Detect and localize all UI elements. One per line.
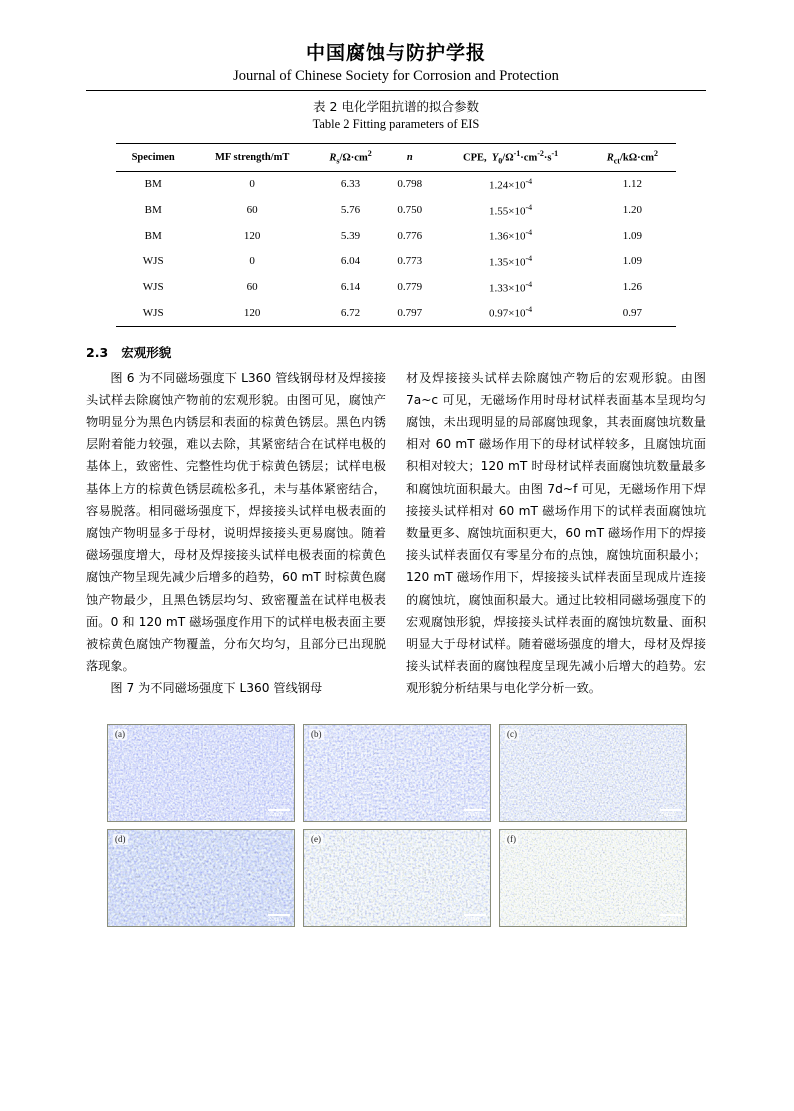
figure-label: (d) [115,834,126,844]
scale-bar [464,809,486,818]
cell-mf: 120 [190,300,314,326]
cell-mf: 60 [246,204,258,217]
scale-bar-line [268,809,290,811]
cell-mf: 0 [249,255,255,268]
scale-bar-text: 20μm [464,812,480,818]
micrograph-texture [304,830,490,927]
figure-label: (e) [311,834,321,844]
column-header-rs: $R_s/\Omega\cdot cm^2$ [314,144,387,172]
cell-specimen: BM [144,229,162,242]
scale-bar [660,914,682,923]
cell-cpe: $1.24\times 10^{-4}$ [489,177,533,192]
two-column-body [86,367,706,700]
cell-n: 0.797 [387,300,432,326]
cell-rs: 6.14 [340,281,361,294]
scale-bar-text: 20μm [268,917,284,923]
micrograph-a [107,724,295,822]
figure-row-top [107,724,687,822]
cell-rct: 1.09 [622,255,642,268]
table-row [116,171,676,197]
micrograph-f [499,829,687,927]
scale-bar-text: 20μm [660,917,676,923]
journal-title-en: Journal of Chinese Society for Corrosion and Protection [233,68,559,84]
cell-rs: 5.76 [340,204,361,217]
scale-bar [660,809,682,818]
section-heading [86,343,706,361]
figure-label: (b) [311,729,322,739]
scale-bar-line [464,914,486,916]
micrograph-d [107,829,295,927]
cell-n: 0.798 [397,178,423,191]
cell-specimen: WJS [142,255,164,268]
column-header-cpe: CPE, $Y_0/\Omega^{-1}\cdot cm^{-2}\cdot s^{-1}$ [432,144,588,172]
scale-bar [464,914,486,923]
scale-bar-line [660,809,682,811]
cell-cpe: $1.35\times 10^{-4}$ [489,254,533,269]
paragraph: 图 7 为不同磁场强度下 L360 管线钢母 [110,681,323,696]
column-header-mf-strength: MF strength/mT [190,144,314,172]
cell-rs: 6.72 [314,300,387,326]
body-column-right [406,367,706,700]
figure-row-bottom [107,829,687,927]
cell-n: 0.779 [397,281,423,294]
table-row [116,300,676,326]
scale-bar-line [660,914,682,916]
column-header-specimen: Specimen [116,144,190,172]
cell-specimen: BM [144,178,162,191]
cell-mf: 60 [246,281,258,294]
cell-rct: 1.12 [622,178,642,191]
table-caption-cn: 表 2 电化学阻抗谱的拟合参数 [313,99,479,114]
scale-bar-line [464,809,486,811]
cell-rs: 5.39 [340,229,361,242]
table-header [116,144,676,172]
scale-bar-text: 20μm [268,812,284,818]
cell-rct: 1.09 [622,229,642,242]
section-title: 宏观形貌 [121,344,172,360]
journal-title-cn: 中国腐蚀与防护学报 [305,42,486,64]
figure-grid [107,724,687,934]
micrograph-texture [500,725,686,822]
cell-n: 0.750 [397,204,423,217]
body-column-left [86,367,386,700]
figure-label: (c) [507,729,517,739]
cell-rct: 1.26 [622,281,642,294]
cell-n: 0.773 [397,255,423,268]
cell-specimen: BM [144,204,162,217]
table-row [116,249,676,275]
table-row [116,197,676,223]
cell-n: 0.776 [397,229,423,242]
column-header-n: n [387,144,432,172]
scale-bar-text: 20μm [464,917,480,923]
column-header-rct: $R_{ct}/k\Omega\cdot cm^2$ [589,144,676,172]
scale-bar [268,914,290,923]
micrograph-texture [304,725,490,822]
micrograph-texture [108,725,294,822]
figure-label: (f) [507,834,516,844]
cell-rct: 1.20 [622,204,642,217]
paragraph: 材及焊接接头试样去除腐蚀产物后的宏观形貌。由图 7a~c 可见，无磁场作用时母材试样表面基本呈现均匀腐蚀，未出现明显的局部腐蚀现象，其表面腐蚀坑数量相对 60 mT 磁场作用下的母材试样较多，且腐蚀坑面积相对较大；120 mT 时母材试样表面腐蚀坑数量最多和腐蚀坑面积最大。由图 7d~f 可见，无磁场作用下焊接接头试样相对 60 mT 磁场作用下的试样表面腐蚀坑数量更多、腐蚀坑面积更大，60 mT 磁场作用下的焊接接头试样表面仅有零星分布的点蚀，腐蚀坑面积最小；120 mT 磁场作用下，焊接接头试样表面呈现成片连接的腐蚀坑，腐蚀面积最大。通过比较相同磁场强度下的宏观腐蚀形貌，焊接接头试样表面的腐蚀坑数量、面积明显大于母材试样。随着磁场强度的增大，母材及焊接接头试样表面的腐蚀程度呈现先减小后增大的趋势。宏观形貌分析结果与电化学分析一致。 [406,370,706,696]
header-rule [86,90,706,91]
table-row [116,274,676,300]
table-body [116,171,676,326]
scale-bar [268,809,290,818]
cell-cpe: $1.55\times 10^{-4}$ [489,202,533,218]
eis-fitting-table [116,143,676,327]
section-number: 2.3 [86,344,109,360]
page-content [86,40,706,700]
scale-bar-line [268,914,290,916]
table-caption-en: Table 2 Fitting parameters of EIS [312,117,480,131]
scale-bar-text: 20μm [660,812,676,818]
cell-specimen: WJS [142,281,164,294]
cell-rct: 0.97 [589,300,676,326]
paragraph: 图 6 为不同磁场强度下 L360 管线钢母材及焊接接头试样去除腐蚀产物前的宏观形貌。由图可见，腐蚀产物明显分为黑色内锈层和表面的棕黄色锈层。黑色内锈层附着能力较强，难以去除，其紧密结合在试样电极的基体上，致密性、完整性均优于棕黄色锈层；试样电极基体上方的棕黄色锈层疏松多孔，未与基体紧密结合，容易脱落。相同磁场强度下，焊接接头试样电极表面的腐蚀产物明显多于母材，说明焊接接头更易腐蚀。随着磁场强度增大，母材及焊接接头试样电极表面的棕黄色腐蚀产物呈现先减少后增多的趋势，60 mT 时棕黄色腐蚀产物最少，且黑色锈层均匀、致密覆盖在试样电极表面。0 和 120 mT 磁场强度作用下的试样电极表面主要被棕黄色腐蚀产物覆盖，分布欠均匀，且部分已出现脱落现象。 [86,370,386,674]
figure-label: (a) [115,729,125,739]
cell-mf: 120 [243,229,261,242]
table-header-row [116,144,676,172]
cell-rs: 6.33 [340,178,361,191]
cell-cpe: $1.36\times 10^{-4}$ [489,228,533,244]
cell-cpe: $0.97\times 10^{-4}$ [432,300,588,326]
cell-mf: 0 [249,178,255,191]
micrograph-texture [108,830,294,927]
cell-rs: 6.04 [340,255,361,268]
table-row [116,223,676,249]
micrograph-texture [500,830,686,927]
micrograph-c [499,724,687,822]
micrograph-e [303,829,491,927]
micrograph-b [303,724,491,822]
cell-specimen: WJS [116,300,190,326]
cell-cpe: $1.33\times 10^{-4}$ [489,279,533,295]
